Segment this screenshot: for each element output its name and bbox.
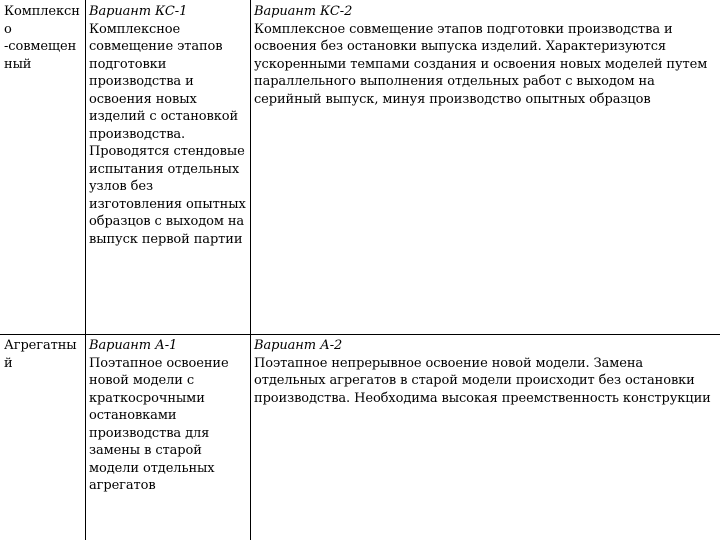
row-divider	[0, 334, 720, 335]
row-2-variant-1-cell	[89, 337, 239, 495]
column-divider-2	[250, 0, 251, 540]
column-divider-1	[85, 0, 86, 540]
row-1-variant-2-cell	[254, 3, 716, 108]
variant-ks2-text: Комплексное совмещение этапов подготовки производства и освоения без остановки выпуска изделий. Характеризуются ускоренными темпами создания и освоения новых моделей путем параллельного выполнения отдельных работ с выходом на серийный выпуск, минуя производство опытных образцов	[254, 21, 708, 107]
variant-a1-title: Вариант А-1	[89, 338, 178, 353]
row-2-type: Агрегатный	[4, 338, 77, 371]
row-1-type: Комплексно -совмещенный	[4, 4, 80, 72]
variant-a2-text: Поэтапное непрерывное освоение новой модели. Замена отдельных агрегатов в старой модели происходит без остановки производства. Необходима высокая преемственность конструкции	[254, 355, 711, 406]
variant-ks1-title: Вариант КС-1	[89, 4, 188, 19]
row-1-variant-1-cell	[89, 3, 247, 248]
row-2-type-cell	[4, 337, 84, 372]
row-2-variant-2-cell	[254, 337, 716, 407]
variant-a1-text: Поэтапное освоение новой модели с краткосрочными остановками производства для замены в старой модели отдельных агрегатов	[89, 355, 229, 493]
row-1-type-cell	[4, 3, 84, 73]
variant-ks2-title: Вариант КС-2	[254, 4, 353, 19]
variant-a2-title: Вариант А-2	[254, 338, 343, 353]
variant-ks1-text: Комплексное совмещение этапов подготовки производства и освоения новых изделий с остановкой производства. Проводятся стендовые испытания отдельных узлов без изготовления опытных образцов с выходом на выпуск первой партии	[89, 21, 246, 247]
